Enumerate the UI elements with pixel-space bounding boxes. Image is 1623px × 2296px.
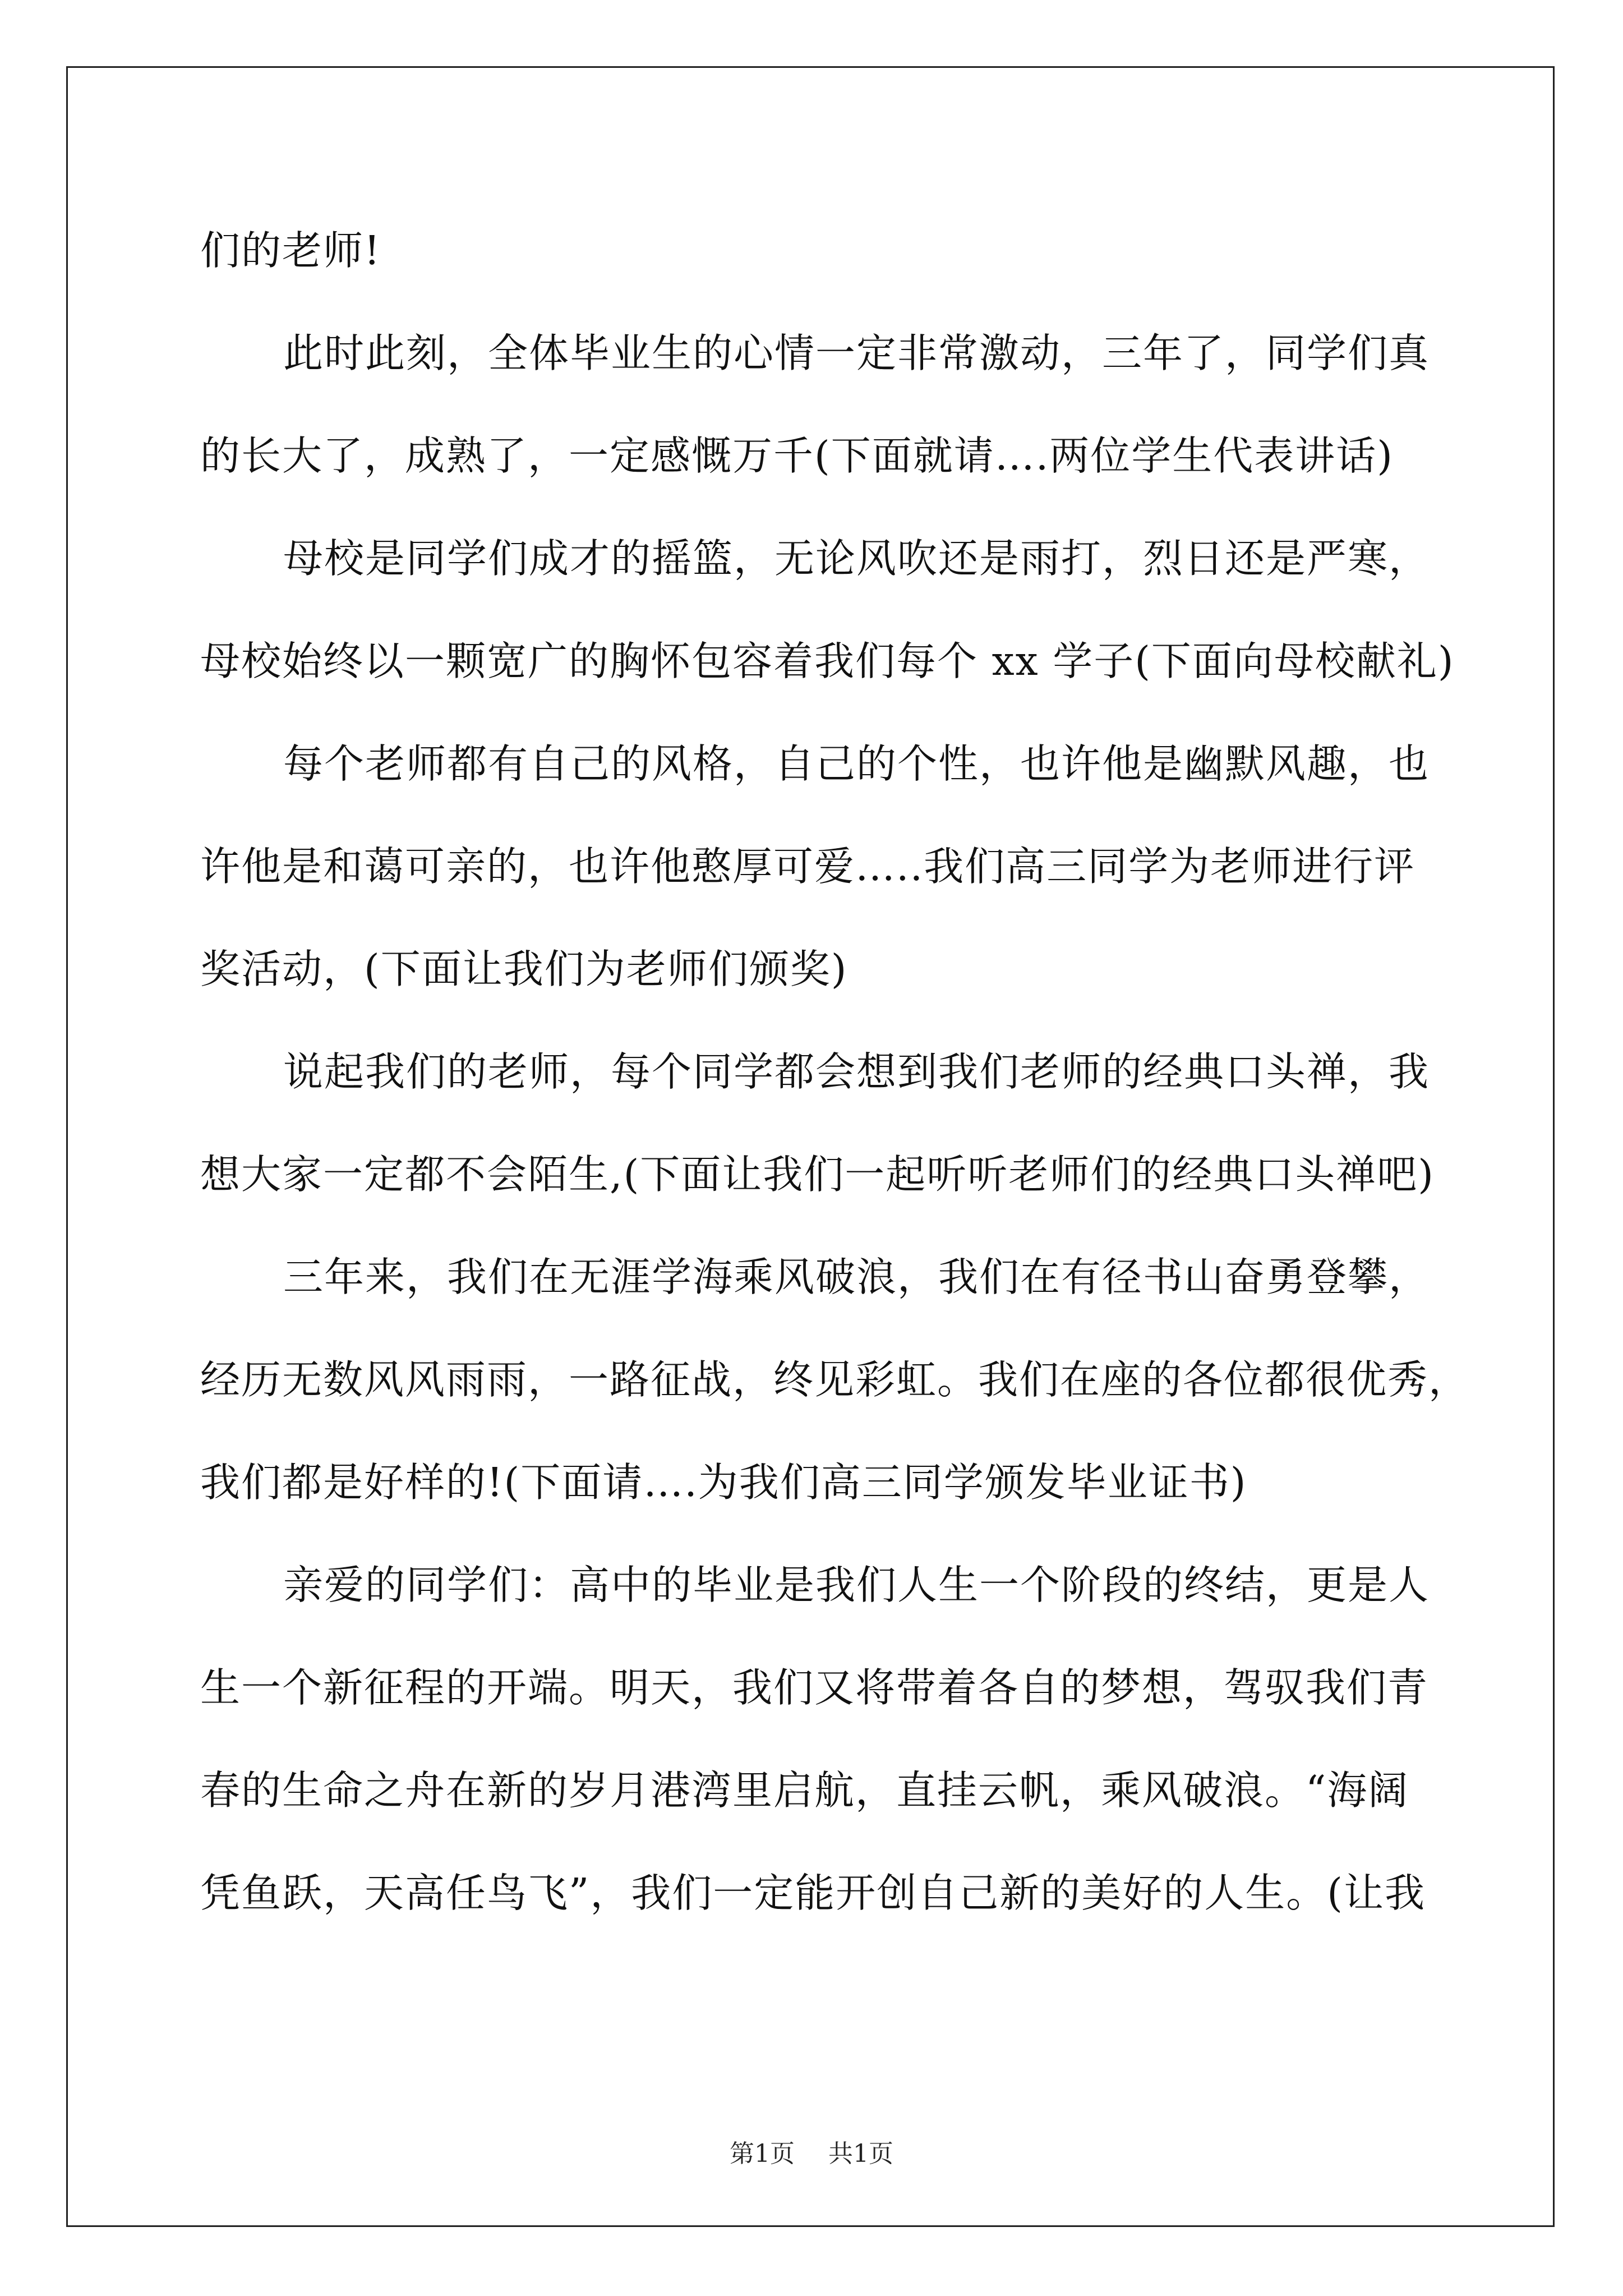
text-line: 想大家一定都不会陌生,(下面让我们一起听听老师们的经典口头禅吧) [200,1151,1435,1198]
text-line: 们的老师! [200,227,381,274]
document-body [200,199,1473,1944]
text-line: 亲爱的同学们：高中的毕业是我们人生一个阶段的终结，更是人 [283,1562,1430,1608]
text-line: 许他是和蔼可亲的，也许他憨厚可爱…..我们高三同学为老师进行评 [200,843,1415,890]
page-number-total: 共1页 [828,2139,893,2168]
text-line: 奖活动，(下面让我们为老师们颁奖) [200,946,848,992]
text-line: 我们都是好样的!(下面请….为我们高三同学颁发毕业证书) [200,1459,1247,1506]
page-number-current: 第1页 [730,2139,795,2168]
text-line: 说起我们的老师，每个同学都会想到我们老师的经典口头禅，我 [283,1048,1430,1095]
text-line: 母校是同学们成才的摇篮，无论风吹还是雨打，烈日还是严寒， [283,535,1430,582]
text-line: 母校始终以一颗宽广的胸怀包容着我们每个 xx 学子(下面向母校献礼) [200,638,1455,684]
text-line: 三年来，我们在无涯学海乘风破浪，我们在有径书山奋勇登攀， [283,1254,1430,1300]
text-line: 生一个新征程的开端。明天，我们又将带着各自的梦想，驾驭我们青 [200,1664,1429,1711]
text-line: 此时此刻，全体毕业生的心情一定非常激动，三年了，同学们真 [283,330,1430,376]
text-line: 的长大了，成熟了，一定感慨万千(下面就请….两位学生代表讲话) [200,432,1394,479]
text-line: 凭鱼跃，天高任鸟飞”，我们一定能开创自己新的美好的人生。(让我 [200,1870,1426,1916]
text-line: 经历无数风风雨雨，一路征战，终见彩虹。我们在座的各位都很优秀， [200,1356,1470,1403]
text-line: 每个老师都有自己的风格，自己的个性，也许他是幽默风趣，也 [283,740,1430,787]
text-line: 春的生命之舟在新的岁月港湾里启航，直挂云帆，乘风破浪。“海阔 [200,1767,1409,1814]
page-footer [0,2137,1623,2171]
